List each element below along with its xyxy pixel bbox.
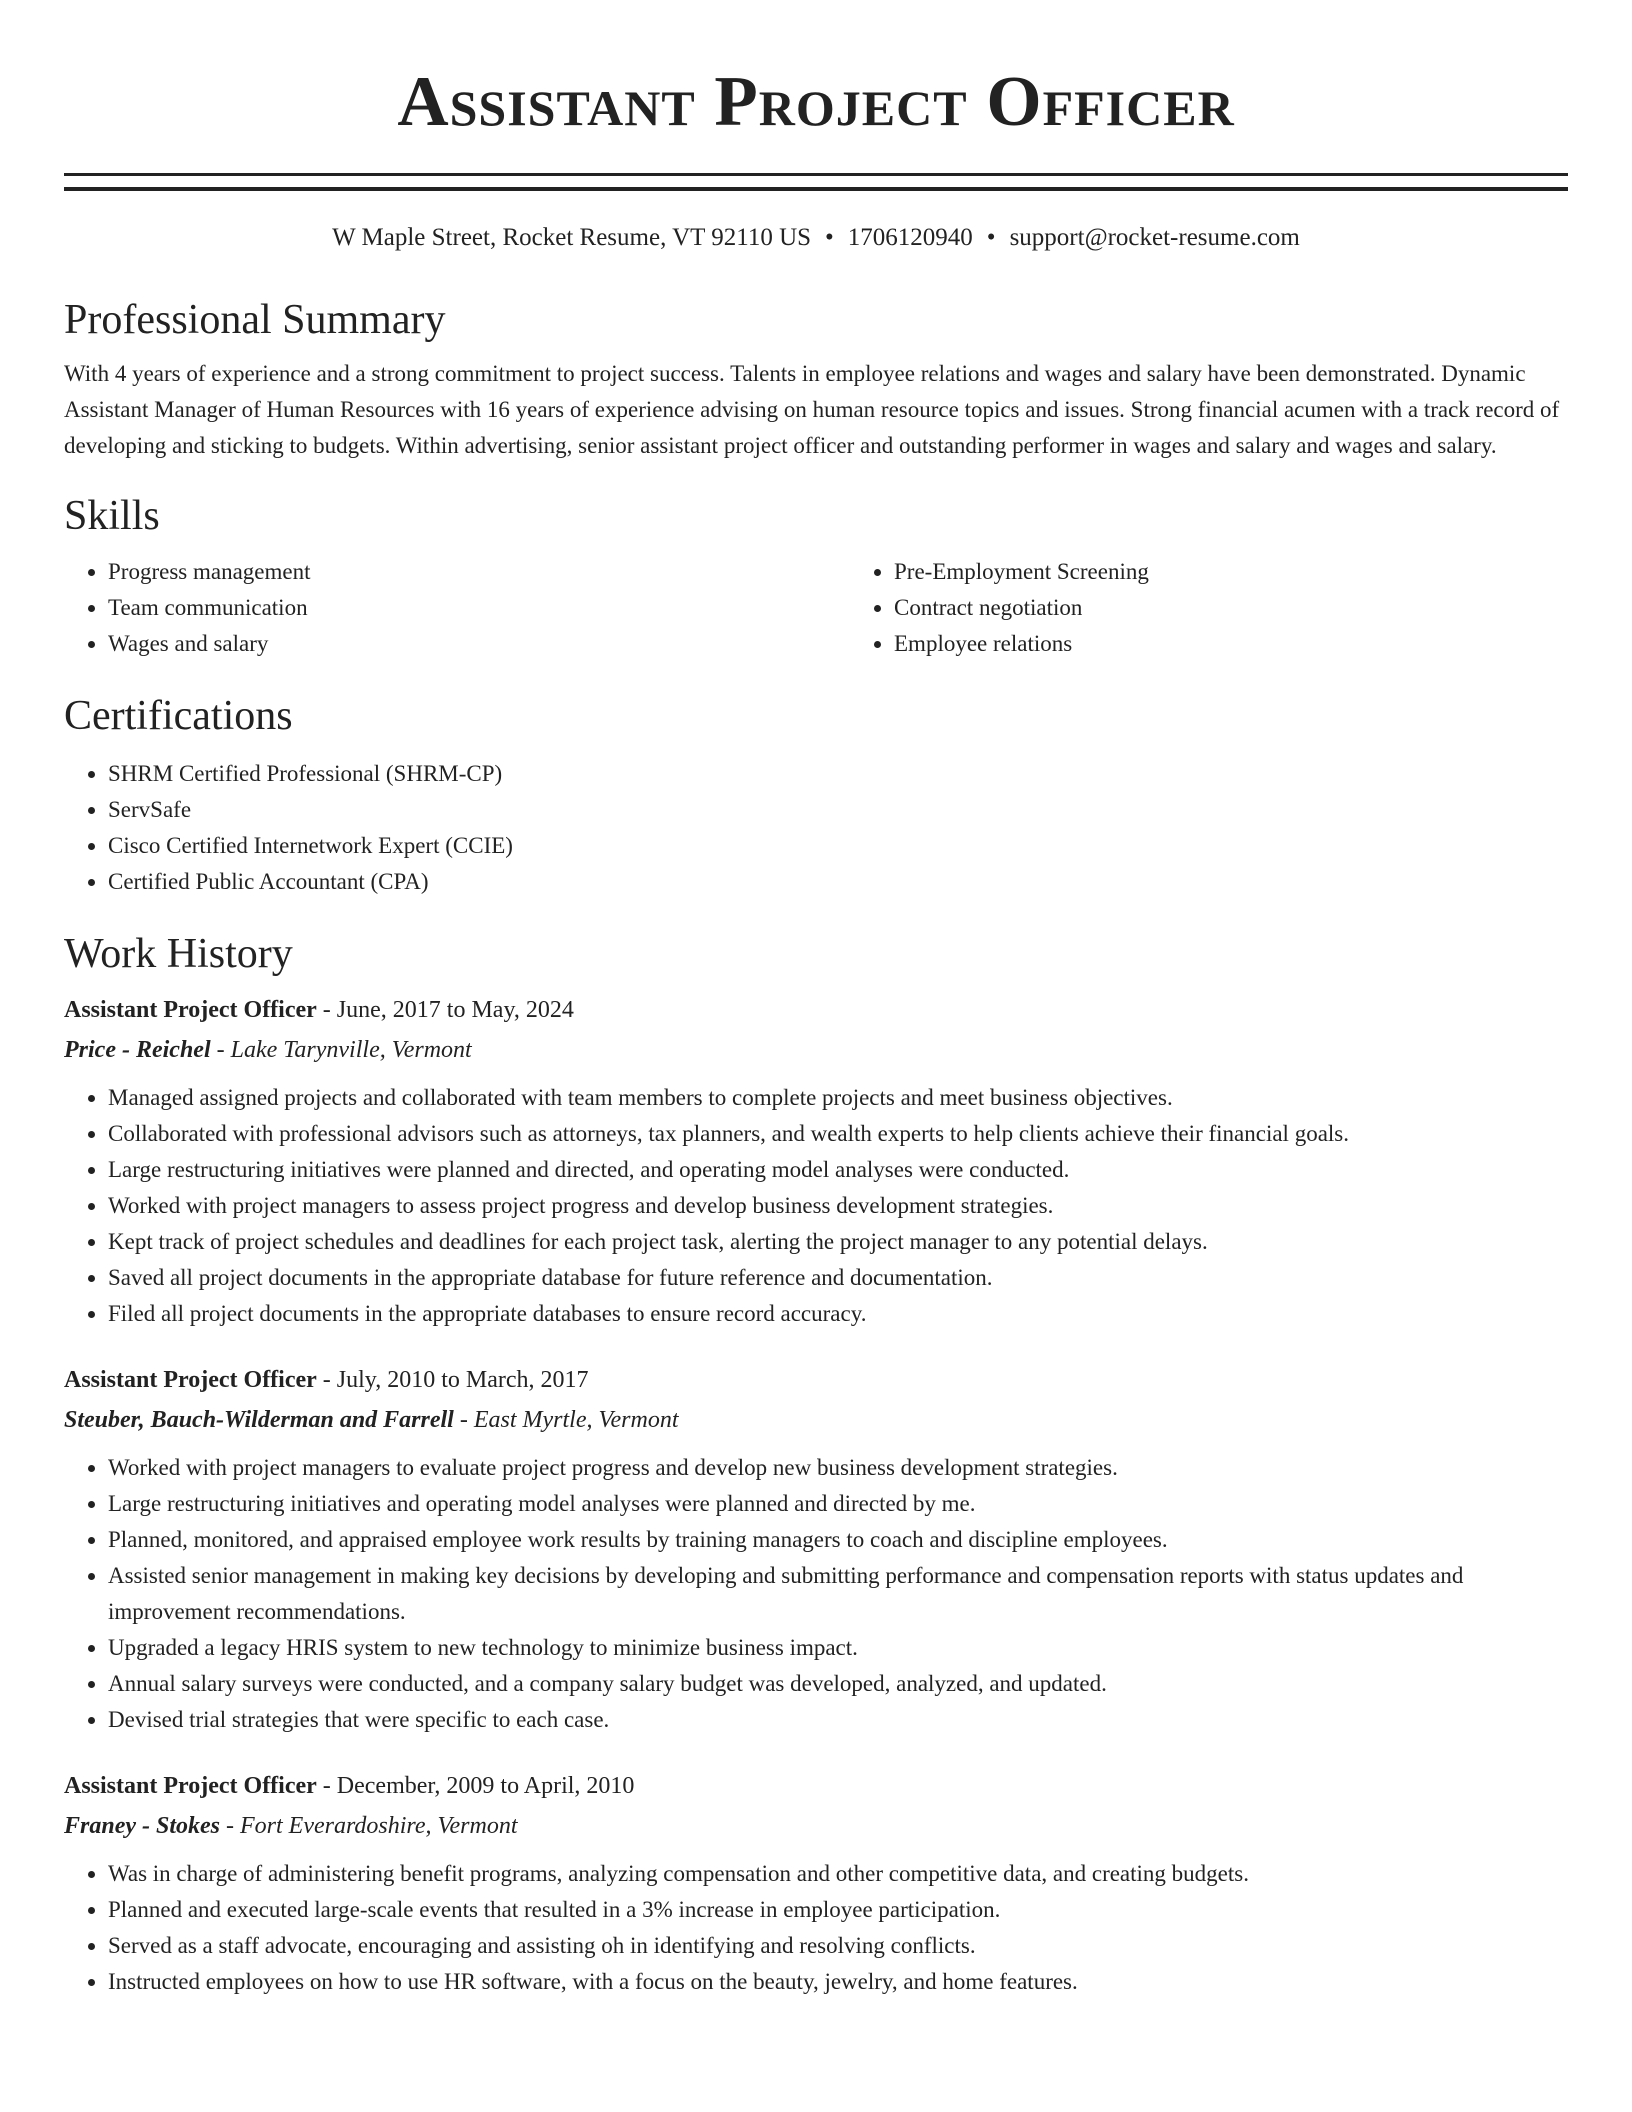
certification-item: • SHRM Certified Professional (SHRM-CP) bbox=[108, 756, 1568, 792]
job-bullet: • Worked with project managers to assess project progress and develop business development strategies. bbox=[108, 1188, 1568, 1224]
job-title: Assistant Project Officer bbox=[64, 997, 317, 1023]
job-company: Price - Reichel bbox=[64, 1037, 211, 1063]
skills-column-left bbox=[64, 554, 850, 662]
job-bullet: • Annual salary surveys were conducted, and a company salary budget was developed, analyzed, and updated. bbox=[108, 1666, 1568, 1702]
job-bullet: • Devised trial strategies that were specific to each case. bbox=[108, 1702, 1568, 1738]
skill-item: • Employee relations bbox=[894, 626, 1632, 662]
contact-separator: • bbox=[825, 224, 834, 251]
certification-item: • Certified Public Accountant (CPA) bbox=[108, 864, 1568, 900]
contact-separator: • bbox=[986, 224, 996, 251]
skill-item: • Pre-Employment Screening bbox=[894, 554, 1632, 590]
job-location: - Fort Everardoshire, Vermont bbox=[220, 1813, 518, 1839]
contact-email: support@rocket-resume.com bbox=[1009, 224, 1300, 251]
job-bullet: • Assisted senior management in making key decisions by developing and submitting performance and compensation reports with status updates and improvement recommendations. bbox=[108, 1558, 1568, 1630]
job-header bbox=[64, 990, 1568, 1030]
job-bullets bbox=[64, 1080, 1568, 1332]
job-bullet: • Planned, monitored, and appraised employee work results by training managers to coach and discipline employees. bbox=[108, 1522, 1568, 1558]
summary-text: With 4 years of experience and a strong commitment to project success. Talents in employee relations and wages and salary have been demonstrated. Dynamic Assistant Manager of Human Resources with 16 years of experience advising on human resource topics and issues. Strong financial acumen with a track record of developing and sticking to budgets. Within advertising, senior assistant project officer and outstanding performer in wages and salary and wages and salary. bbox=[64, 361, 1560, 458]
job-bullet: • Instructed employees on how to use HR software, with a focus on the beauty, jewelry, and home features. bbox=[108, 1964, 1568, 2000]
job-employer bbox=[64, 1030, 1568, 1070]
job-title: Assistant Project Officer bbox=[64, 1773, 317, 1799]
summary-heading: Professional Summary bbox=[64, 297, 446, 343]
skill-item: • Contract negotiation bbox=[894, 590, 1632, 626]
skills-heading: Skills bbox=[64, 493, 160, 539]
job-bullet: • Collaborated with professional advisors such as attorneys, tax planners, and wealth experts to help clients achieve their financial goals. bbox=[108, 1116, 1568, 1152]
job-bullet: • Served as a staff advocate, encouraging and assisting oh in identifying and resolving conflicts. bbox=[108, 1928, 1568, 1964]
certification-item: • Cisco Certified Internetwork Expert (CCIE) bbox=[108, 828, 1568, 864]
job-bullet: • Kept track of project schedules and deadlines for each project task, alerting the project manager to any potential delays. bbox=[108, 1224, 1568, 1260]
skill-item: • Wages and salary bbox=[108, 626, 850, 662]
skills-column-right bbox=[850, 554, 1632, 662]
job-header bbox=[64, 1360, 1568, 1400]
skill-item: • Team communication bbox=[108, 590, 850, 626]
job-bullet: • Large restructuring initiatives were planned and directed, and operating model analyses were conducted. bbox=[108, 1152, 1568, 1188]
job-bullet: • Saved all project documents in the appropriate database for future reference and documentation. bbox=[108, 1260, 1568, 1296]
job-bullets bbox=[64, 1450, 1568, 1738]
job-location: - East Myrtle, Vermont bbox=[453, 1407, 679, 1433]
job-entry bbox=[64, 990, 1568, 1332]
job-title: Assistant Project Officer bbox=[64, 1367, 317, 1393]
job-dates: - June, 2017 to May, 2024 bbox=[316, 997, 574, 1023]
job-dates: - July, 2010 to March, 2017 bbox=[316, 1367, 589, 1393]
contact-address: W Maple Street, Rocket Resume, VT 92110 US bbox=[332, 224, 812, 251]
job-employer bbox=[64, 1400, 1568, 1440]
job-bullet: • Planned and executed large-scale events that resulted in a 3% increase in employee participation. bbox=[108, 1892, 1568, 1928]
skill-item: • Progress management bbox=[108, 554, 850, 590]
job-employer bbox=[64, 1806, 1568, 1846]
header-divider bbox=[64, 173, 1568, 191]
contact-line bbox=[64, 220, 1568, 256]
work-history-heading: Work History bbox=[64, 931, 293, 977]
job-bullet: • Managed assigned projects and collaborated with team members to complete projects and meet business objectives. bbox=[108, 1080, 1568, 1116]
job-location: - Lake Tarynville, Vermont bbox=[210, 1037, 472, 1063]
certifications-list bbox=[64, 756, 1568, 900]
job-company: Franey - Stokes bbox=[64, 1813, 220, 1839]
job-bullet: • Large restructuring initiatives and operating model analyses were planned and directed by me. bbox=[108, 1486, 1568, 1522]
contact-phone: 1706120940 bbox=[847, 224, 973, 251]
job-company: Steuber, Bauch-Wilderman and Farrell bbox=[64, 1407, 454, 1433]
resume-name: Assistant Project Officer bbox=[397, 63, 1235, 141]
skills-list bbox=[64, 554, 1568, 662]
job-header bbox=[64, 1766, 1568, 1806]
job-entry bbox=[64, 1766, 1568, 2000]
job-bullet: • Filed all project documents in the appropriate databases to ensure record accuracy. bbox=[108, 1296, 1568, 1332]
job-bullet: • Upgraded a legacy HRIS system to new technology to minimize business impact. bbox=[108, 1630, 1568, 1666]
job-bullet: • Worked with project managers to evaluate project progress and develop new business development strategies. bbox=[108, 1450, 1568, 1486]
job-bullet: • Was in charge of administering benefit programs, analyzing compensation and other competitive data, and creating budgets. bbox=[108, 1856, 1568, 1892]
job-entry bbox=[64, 1360, 1568, 1738]
job-dates: - December, 2009 to April, 2010 bbox=[316, 1773, 635, 1799]
job-bullets bbox=[64, 1856, 1568, 2000]
certification-item: • ServSafe bbox=[108, 792, 1568, 828]
certifications-heading: Certifications bbox=[64, 693, 293, 739]
